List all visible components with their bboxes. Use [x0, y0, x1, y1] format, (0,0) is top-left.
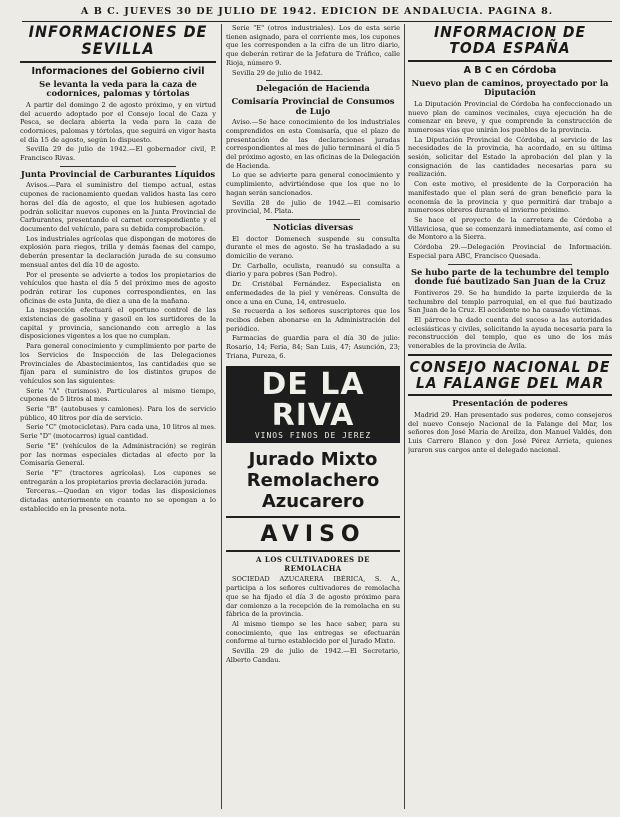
paragraph: Sevilla 29 de julio de 1942. — [232, 68, 323, 77]
paragraph: Se recuerda a los señores suscriptores que los recibos deben abonarse en la Administración del periódico. — [226, 307, 400, 333]
article-headline: Se levanta la veda para la caza de codornices, palomas y tórtolas — [39, 78, 197, 99]
advertisement-de-la-riva — [226, 366, 400, 443]
paragraph: La Diputación Provincial de Córdoba ha confeccionado un nuevo plan de caminos vecinales, cuya ejecución ha de comenzar en breve, y que comprende la construcción de numerosas vías que unirán los pueblos de la provincia. — [408, 99, 612, 134]
notice-headline: Jurado Mixto Remolachero Azucarero — [246, 449, 380, 513]
article-headline: Noticias diversas — [272, 221, 354, 232]
notice-title: AVISO — [260, 522, 366, 548]
paragraph: Serie "E" (vehículos de la Administración) se regirán por las normas especiales dictadas al efecto por la Comisaría General. — [20, 441, 216, 468]
article-headline: Nuevo plan de caminos, proyectado por la Diputación — [411, 77, 609, 98]
paragraph: Fontiveros 29. Se ha hundido la parte izquierda de la techumbre del templo parroquial, en el que fué bautizado San Juan de la Cruz. El accidente no ha causado víctimas. — [408, 288, 612, 315]
paragraph: La Diputación Provincial de Córdoba, al servicio de las necesidades de la provincia, ha acordado, en su última sesión, solicitar del Estado la aprobación del plan y la consignación de las cantidades necesarias para su realización. — [408, 135, 612, 179]
divider — [20, 61, 216, 63]
paragraph: A partir del domingo 2 de agosto próximo, y en virtud del acuerdo adoptado por el Consejo local de Caza y Pesca, se declara abierta la veda para la caza de codornices, palomas y tórtolas, que seguirá en vigor hasta el día 15 de agosto, según lo dispuesto. — [20, 100, 216, 144]
paragraph: Sevilla 29 de julio de 1942.—El gobernador civil, P. Francisco Rivas. — [20, 145, 216, 163]
paragraph: Córdoba 29.—Delegación Provincial de Información. Especial para ABC, Francisco Quesada. — [408, 243, 612, 260]
paragraph: Sevilla 29 de julio de 1942.—El Secretario, Alberto Candau. — [226, 647, 400, 664]
notice-subtitle: A LOS CULTIVADORES DE REMOLACHA — [256, 555, 370, 574]
paragraph: Lo que se advierte para general conocimiento y cumplimiento, advirtiéndose que los que no lo hagan serán sancionados. — [226, 171, 400, 197]
divider — [226, 550, 400, 552]
section-subtitle: Informaciones del Gobierno civil — [31, 65, 205, 77]
divider — [266, 219, 360, 220]
column-rule — [221, 24, 222, 809]
paragraph: Los industriales agrícolas que dispongan de motores de explosión para riegos, trilla y demás faenas del campo, deberán presentar la declaración jurada de su consumo mensual antes del día 10 de agosto. — [20, 234, 216, 269]
article-headline: Delegación de Hacienda — [256, 83, 370, 94]
paragraph: Sevilla 28 de julio de 1942.—El comisario provincial, M. Plata. — [226, 198, 400, 216]
paragraph: Serie "C" (motocicletas). Para cada una, 10 litros al mes. Serie "D" (motocarros) igual cantidad. — [20, 423, 216, 441]
paragraph: Para general conocimiento y cumplimiento por parte de los Servicios de Inspección de las Delegaciones Provinciales de Abastecimientos, las cantidades que se fijan para el suministro de los distintos grupos de vehículos son las siguientes: — [20, 342, 216, 385]
column-middle — [226, 24, 400, 665]
divider — [226, 516, 400, 518]
paragraph: Dr. Cristóbal Fernández. Especialista en enfermedades de la piel y venéreas. Consulta de once a una en Cuna, 14, entresuelo. — [226, 280, 400, 306]
paragraph: Madrid 29. Han presentado sus poderes, como consejeros del nuevo Consejo Nacional de la Falange del Mar, los señores don José María de Areilza, don Manuel Valdés, don Luis Carrero Blanco y don José Pérez Arrieta, quienes juraron sus cargos ante el delegado nacional. — [408, 410, 612, 454]
paragraph: Por el presente se advierte a todos los propietarios de vehículos que hasta el día 5 del próximo mes de agosto podrán retirar los cupones correspondientes, en las oficinas de esta Junta, de diez a una de la mañana. — [20, 270, 216, 305]
divider — [60, 166, 176, 167]
paragraph: La inspección efectuará el oportuno control de las existencias de gasolina y gasoil en los surtidores de la capital y provincia, sancionando con arreglo a las disposiciones vigentes a los que no cumplan. — [20, 306, 216, 341]
section-title: CONSEJO NACIONAL DE LA FALANGE DEL MAR — [409, 357, 611, 392]
paragraph: Serie "E" (otros industriales). Los de esta serie tienen asignado, para el corriente mes, los cupones que les corresponden a la cifra de un litro diario, que deberán retirar de la Jefatura de Tráfico, calle Rioja, número 9. — [226, 24, 400, 67]
paragraph: Serie "B" (autobuses y camiones). Para los de servicio público, 40 litros por día de servicio. — [20, 405, 216, 422]
article-headline: Se hubo parte de la techumbre del templo donde fué bautizado San Juan de la Cruz — [410, 266, 610, 287]
divider — [408, 354, 612, 356]
column-sevilla — [20, 24, 216, 515]
column-rule — [404, 24, 405, 809]
paragraph: Serie "F" (tractores agrícolas). Los cupones se entregarán a los propietarios previa declaración jurada. — [20, 468, 216, 486]
paragraph: Serie "A" (turismos). Particulares al mismo tiempo, cupones de 5 litros al mes. — [20, 386, 216, 404]
paragraph: Se hace el proyecto de la carretera de Córdoba a Villaviciosa, que se comenzará inmediatamente, así como el de Montoro a la Sierra. — [408, 215, 612, 242]
paragraph: SOCIEDAD AZUCARERA IBÉRICA, S. A., participa a los señores cultivadores de remolacha que se ha fijado el día 3 de agosto próximo para dar comienzo a la recepción de la remolacha en su fábrica de la provincia. — [226, 575, 400, 619]
paragraph: Terceras.—Quedan en vigor todas las disposiciones dictadas anteriormente en cuanto no se opongan a lo establecido en la presente nota. — [20, 487, 216, 513]
paragraph: Aviso.—Se hace conocimiento de los industriales comprendidos en esta Comisaría, que el plazo de presentación de las declaraciones juradas correspondientes al mes de julio terminará el día 5 del próximo agosto, en las oficinas de la Delegación de Hacienda. — [226, 118, 400, 170]
divider — [448, 264, 572, 265]
ad-tagline: VINOS FINOS DE JEREZ — [254, 431, 372, 441]
article-headline: Comisaría Provincial de Consumos de Lujo — [231, 95, 395, 116]
paragraph: Con este motivo, el presidente de la Corporación ha manifestado que el plan será de gran beneficio para la economía de la provincia y que permitirá dar trabajo a numerosos obreros durante el invierno próximo. — [408, 180, 612, 215]
page-header: A B C. JUEVES 30 DE JULIO DE 1942. EDICION DE ANDALUCIA. PAGINA 8. — [22, 3, 612, 22]
divider — [266, 80, 360, 81]
paragraph: Dr. Carballo, oculista, reanudó su consulta a diario y para pobres (San Pedro). — [226, 261, 400, 279]
column-espana — [408, 24, 612, 455]
paragraph: Avisos.—Para el suministro del tiempo actual, estas cupones de racionamiento quedan validos hasta las cero horas del día de agosto, el que los hubiesen agotado podrán solicitar nuevos cupones en la Junta Provincial de Carburantes, presentando el carnet correspondiente y el documento del vehículo, para su debida comprobación. — [20, 181, 216, 233]
paragraph: El doctor Domenech suspende su consulta durante el mes de agosto. Se ha trasladado a su domicilio de verano. — [226, 234, 400, 260]
section-title: INFORMACION DE TODA ESPAÑA — [433, 24, 587, 58]
section-title: INFORMACIONES DE SEVILLA — [28, 24, 208, 58]
divider — [408, 60, 612, 62]
ad-brand: DE LA RIVA — [261, 367, 365, 434]
paragraph: Farmacias de guardia para el día 30 de julio: Rosario, 14; Feria, 84; San Luis, 47; Asunción, 23; Triana, Pureza, 6. — [226, 334, 400, 360]
paragraph: El párroco ha dado cuenta del suceso a las autoridades eclesiásticas y civiles, solicitando la ayuda necesaria para la reconstrucción del templo, que es uno de los más venerables de la provincia de Ávila. — [408, 315, 612, 351]
divider — [408, 394, 612, 396]
paragraph: Al mismo tiempo se les hace saber, para su conocimiento, que las entregas se efectuarán conforme al turno establecido por el Jurado Mixto. — [226, 619, 400, 646]
article-headline: Presentación de poderes — [452, 398, 568, 409]
section-subtitle: A B C en Córdoba — [463, 64, 557, 76]
article-headline: Junta Provincial de Carburantes Líquidos — [20, 168, 216, 179]
